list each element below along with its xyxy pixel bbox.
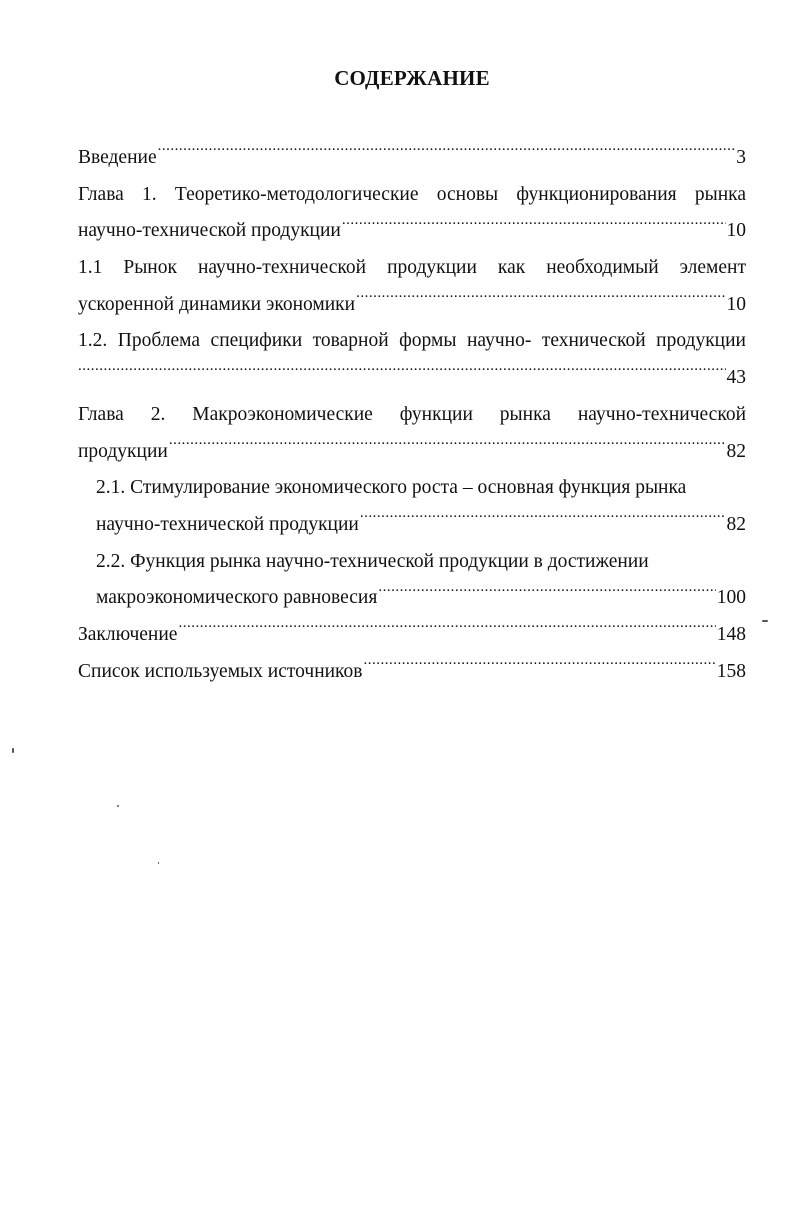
toc-entry-label: научно-технической продукции: [78, 220, 341, 242]
toc-section-2-1-line-1: 2.1. Стимулирование экономического роста – основная функция рынка: [96, 477, 687, 499]
dot-leader: [78, 364, 726, 384]
page-title: СОДЕРЖАНИЕ: [334, 66, 490, 90]
toc-page-number: 82: [726, 513, 746, 535]
toc-entry-label: Введение: [78, 147, 157, 168]
toc-entry-section-1-2: [78, 360, 746, 397]
scan-speck: [12, 748, 14, 753]
toc-page-number: 158: [716, 660, 746, 682]
toc-entry-section-1-1: [78, 287, 746, 324]
toc-entry-chapter-1: [78, 213, 746, 250]
dot-leader: [360, 510, 726, 530]
toc-entry-label: ускоренной динамики экономики: [78, 293, 356, 315]
scan-speck: [117, 805, 119, 807]
toc-page-number: 100: [716, 587, 746, 609]
toc-entry-label: макроэкономического равновесия: [96, 587, 378, 609]
toc-entry-label: научно-технической продукции: [96, 513, 359, 535]
dot-leader: [378, 584, 715, 604]
toc-entry-sources: [78, 654, 746, 691]
toc-page-number: 82: [726, 440, 746, 462]
toc-page-number: 10: [726, 293, 746, 315]
toc-entry-label: продукции: [78, 440, 168, 462]
toc-entry-label: Заключение: [78, 623, 178, 645]
toc-entry-section-2-1: [78, 507, 746, 544]
dot-leader: [158, 144, 736, 164]
toc-page-number: 148: [716, 623, 746, 645]
dot-leader: [169, 437, 726, 457]
toc-page-number: 3: [736, 147, 746, 168]
toc-section-1-2-line-1: 1.2. Проблема специфики товарной формы научно- технической продукции: [78, 330, 746, 352]
toc-entry-chapter-2: [78, 434, 746, 471]
toc-entry-intro: [78, 140, 746, 177]
toc-section-2-2-line-1: 2.2. Функция рынка научно-технической продукции в достижении: [96, 550, 649, 572]
toc-chapter-1-line-1: Глава 1. Теоретико-методологические основы функционирования рынка: [78, 183, 746, 205]
toc-section-1-1-line-1: 1.1 Рынок научно-технической продукции как необходимый элемент: [78, 257, 746, 279]
dot-leader: [342, 217, 726, 237]
toc-page-number: 10: [726, 220, 746, 242]
toc-entry-section-2-2: [78, 580, 746, 617]
scan-speck: [158, 862, 159, 864]
dot-leader: [364, 657, 716, 677]
toc-chapter-2-line-1: Глава 2. Макроэкономические функции рынка научно-технической: [78, 403, 746, 425]
scan-speck: [762, 620, 768, 622]
toc-entry-label: Список используемых источников: [78, 660, 363, 682]
toc-entry-conclusion: [78, 617, 746, 654]
toc-page-number: 43: [726, 367, 746, 389]
dot-leader: [356, 290, 725, 310]
dot-leader: [178, 620, 715, 640]
table-of-contents: [78, 140, 746, 690]
